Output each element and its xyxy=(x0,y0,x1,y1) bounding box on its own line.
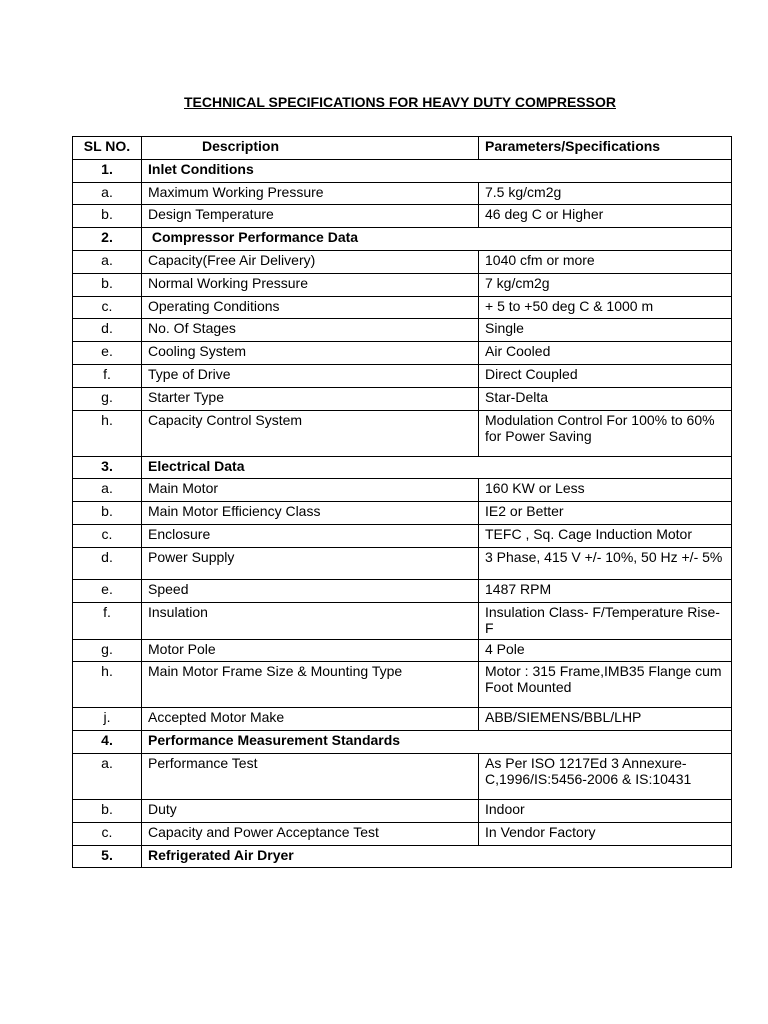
spec-row xyxy=(73,502,732,525)
sl-no-cell: h. xyxy=(73,410,142,456)
spec-row xyxy=(73,602,732,639)
parameter-cell: ABB/SIEMENS/BBL/LHP xyxy=(479,708,732,731)
description-cell: Capacity and Power Acceptance Test xyxy=(142,822,479,845)
parameter-cell: 46 deg C or Higher xyxy=(479,205,732,228)
sl-no-cell: d. xyxy=(73,319,142,342)
description-cell: Enclosure xyxy=(142,524,479,547)
spec-row xyxy=(73,273,732,296)
parameter-cell: 7 kg/cm2g xyxy=(479,273,732,296)
description-cell: Main Motor Frame Size & Mounting Type xyxy=(142,662,479,708)
spec-row xyxy=(73,547,732,579)
description-cell: Starter Type xyxy=(142,387,479,410)
spec-row xyxy=(73,364,732,387)
section-title-cell: Refrigerated Air Dryer xyxy=(142,845,732,868)
sl-no-cell: 4. xyxy=(73,731,142,754)
parameter-cell: 4 Pole xyxy=(479,639,732,662)
spec-row xyxy=(73,182,732,205)
sl-no-cell: g. xyxy=(73,387,142,410)
sl-no-cell: 5. xyxy=(73,845,142,868)
description-cell: Capacity Control System xyxy=(142,410,479,456)
sl-no-cell: 1. xyxy=(73,159,142,182)
sl-no-cell: d. xyxy=(73,547,142,579)
description-cell: Normal Working Pressure xyxy=(142,273,479,296)
document-title: TECHNICAL SPECIFICATIONS FOR HEAVY DUTY COMPRESSOR xyxy=(184,94,616,110)
spec-row xyxy=(73,799,732,822)
description-cell: Power Supply xyxy=(142,547,479,579)
spec-row xyxy=(73,342,732,365)
parameter-cell: Star-Delta xyxy=(479,387,732,410)
parameter-cell: Motor : 315 Frame,IMB35 Flange cum Foot Mounted xyxy=(479,662,732,708)
section-title-cell: Electrical Data xyxy=(142,456,732,479)
description-cell: Speed xyxy=(142,579,479,602)
sl-no-cell: g. xyxy=(73,639,142,662)
description-cell: Duty xyxy=(142,799,479,822)
parameter-cell: 3 Phase, 415 V +/- 10%, 50 Hz +/- 5% xyxy=(479,547,732,579)
section-row xyxy=(73,731,732,754)
parameter-cell: Insulation Class- F/Temperature Rise-F xyxy=(479,602,732,639)
spec-row xyxy=(73,205,732,228)
parameter-cell: + 5 to +50 deg C & 1000 m xyxy=(479,296,732,319)
parameter-cell: TEFC , Sq. Cage Induction Motor xyxy=(479,524,732,547)
spec-row xyxy=(73,296,732,319)
sl-no-cell: f. xyxy=(73,364,142,387)
section-title-cell: Inlet Conditions xyxy=(142,159,732,182)
sl-no-cell: b. xyxy=(73,502,142,525)
header-sl-no: SL NO. xyxy=(73,137,142,160)
description-cell: Performance Test xyxy=(142,753,479,799)
description-cell: Main Motor Efficiency Class xyxy=(142,502,479,525)
spec-row xyxy=(73,639,732,662)
section-title-cell: Performance Measurement Standards xyxy=(142,731,732,754)
table-header-row xyxy=(73,137,732,160)
spec-row xyxy=(73,822,732,845)
parameter-cell: 7.5 kg/cm2g xyxy=(479,182,732,205)
section-row xyxy=(73,228,732,251)
sl-no-cell: c. xyxy=(73,296,142,319)
spec-row xyxy=(73,479,732,502)
parameter-cell: 160 KW or Less xyxy=(479,479,732,502)
description-cell: Accepted Motor Make xyxy=(142,708,479,731)
sl-no-cell: 2. xyxy=(73,228,142,251)
sl-no-cell: c. xyxy=(73,822,142,845)
parameter-cell: IE2 or Better xyxy=(479,502,732,525)
header-parameters: Parameters/Specifications xyxy=(479,137,732,160)
sl-no-cell: a. xyxy=(73,250,142,273)
sl-no-cell: j. xyxy=(73,708,142,731)
section-row xyxy=(73,456,732,479)
sl-no-cell: e. xyxy=(73,342,142,365)
description-cell: Insulation xyxy=(142,602,479,639)
description-cell: Operating Conditions xyxy=(142,296,479,319)
parameter-cell: Modulation Control For 100% to 60% for Power Saving xyxy=(479,410,732,456)
parameter-cell: 1487 RPM xyxy=(479,579,732,602)
sl-no-cell: b. xyxy=(73,799,142,822)
parameter-cell: Single xyxy=(479,319,732,342)
spec-row xyxy=(73,524,732,547)
sl-no-cell: b. xyxy=(73,205,142,228)
spec-row xyxy=(73,319,732,342)
description-cell: Capacity(Free Air Delivery) xyxy=(142,250,479,273)
spec-row xyxy=(73,708,732,731)
sl-no-cell: e. xyxy=(73,579,142,602)
header-description: Description xyxy=(142,137,479,160)
description-cell: Cooling System xyxy=(142,342,479,365)
parameter-cell: As Per ISO 1217Ed 3 Annexure-C,1996/IS:5456-2006 & IS:10431 xyxy=(479,753,732,799)
section-row xyxy=(73,159,732,182)
sl-no-cell: a. xyxy=(73,753,142,799)
parameter-cell: Direct Coupled xyxy=(479,364,732,387)
spec-row xyxy=(73,579,732,602)
sl-no-cell: b. xyxy=(73,273,142,296)
description-cell: No. Of Stages xyxy=(142,319,479,342)
spec-row xyxy=(73,387,732,410)
sl-no-cell: c. xyxy=(73,524,142,547)
description-cell: Main Motor xyxy=(142,479,479,502)
sl-no-cell: a. xyxy=(73,479,142,502)
parameter-cell: Air Cooled xyxy=(479,342,732,365)
sl-no-cell: 3. xyxy=(73,456,142,479)
spec-row xyxy=(73,250,732,273)
section-title-cell: Compressor Performance Data xyxy=(142,228,732,251)
description-cell: Motor Pole xyxy=(142,639,479,662)
spec-table xyxy=(72,136,732,868)
description-cell: Design Temperature xyxy=(142,205,479,228)
spec-row xyxy=(73,410,732,456)
parameter-cell: In Vendor Factory xyxy=(479,822,732,845)
section-row xyxy=(73,845,732,868)
spec-row xyxy=(73,753,732,799)
parameter-cell: Indoor xyxy=(479,799,732,822)
sl-no-cell: a. xyxy=(73,182,142,205)
parameter-cell: 1040 cfm or more xyxy=(479,250,732,273)
description-cell: Type of Drive xyxy=(142,364,479,387)
sl-no-cell: f. xyxy=(73,602,142,639)
spec-row xyxy=(73,662,732,708)
description-cell: Maximum Working Pressure xyxy=(142,182,479,205)
sl-no-cell: h. xyxy=(73,662,142,708)
